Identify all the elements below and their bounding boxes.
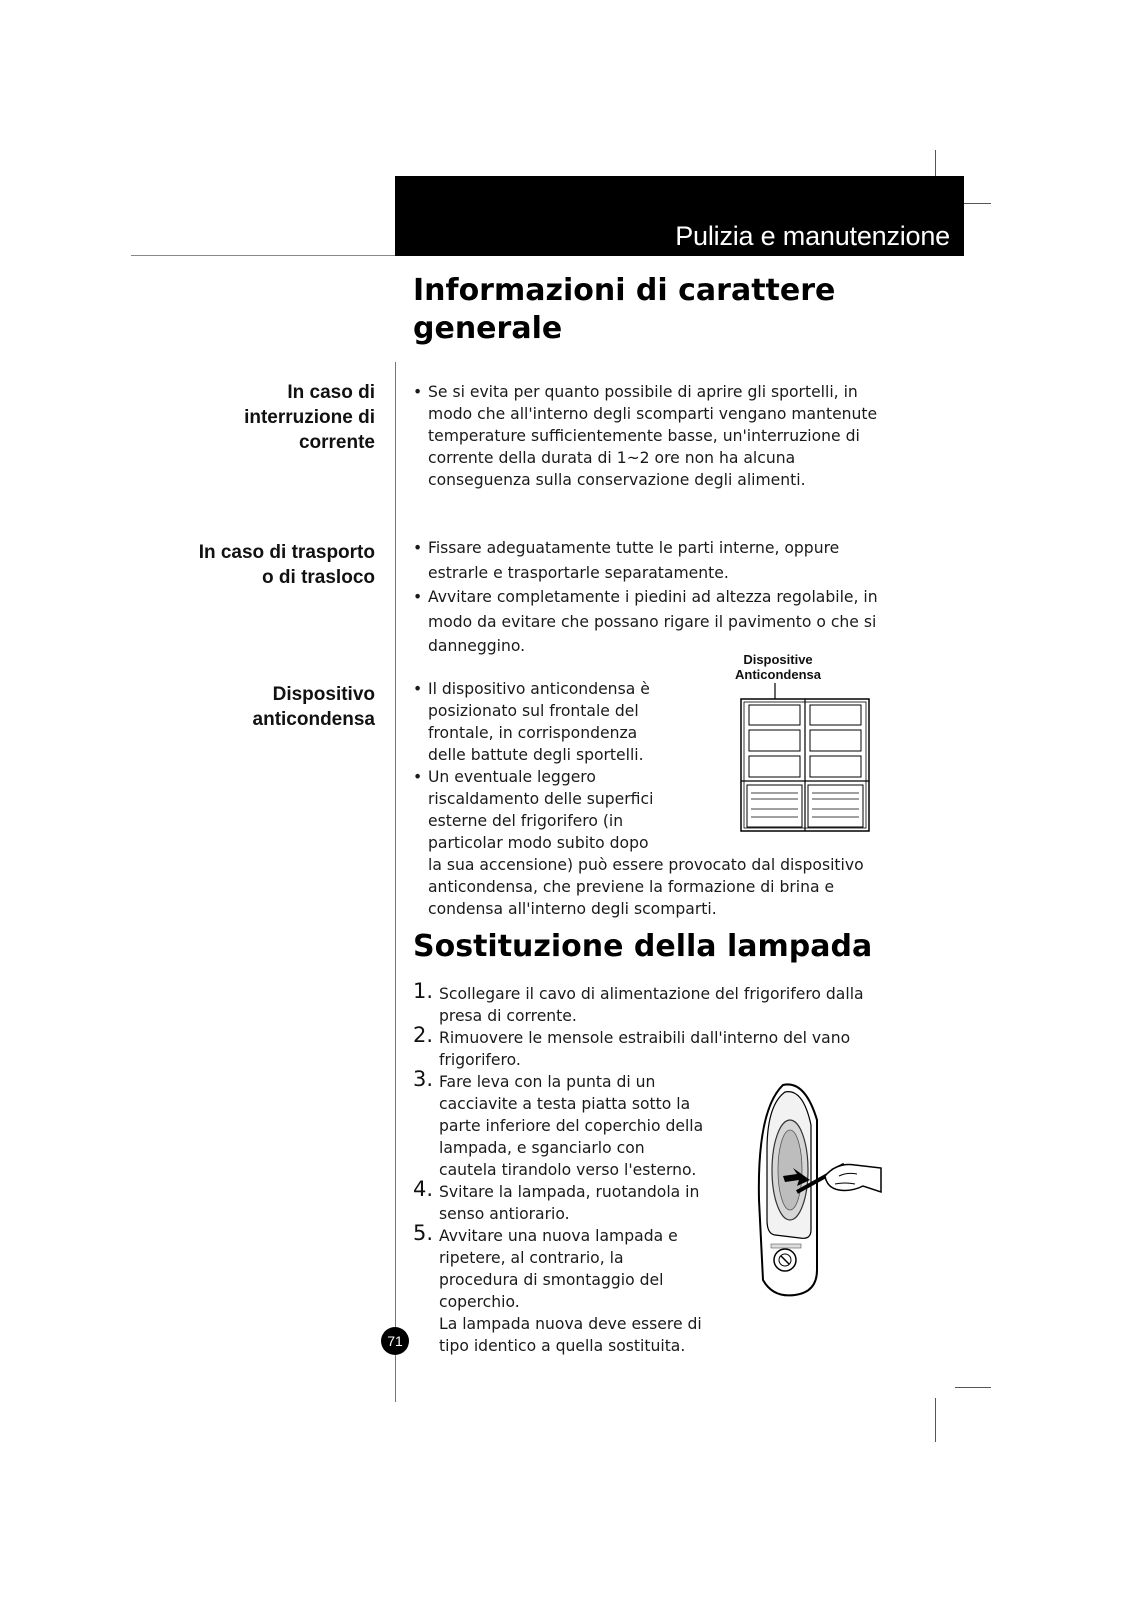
step-text: Fare leva con la punta di un cacciavite a testa piatta sotto la parte inferiore del coperchio della lampada, e sganciarlo con cautela tirandolo verso l'esterno.	[439, 1073, 704, 1179]
moving-item: • Avvitare completamente i piedini ad altezza regolabile, in modo da evitare che possano rigare il pavimento o che si danneggino.	[413, 585, 878, 659]
step-number: 3.	[413, 1067, 434, 1091]
figure-label-anticondensation	[708, 652, 848, 682]
moving-item: • Fissare adeguatamente tutte le parti interne, oppure estrarle e trasportarle separatamente.	[413, 536, 878, 585]
heading-line: corrente	[298, 432, 375, 453]
step-note: La lampada nuova deve essere di tipo identico a quella sostituita.	[439, 1315, 702, 1355]
page-number: 71	[381, 1327, 409, 1355]
crop-mark-bottom-vertical	[935, 1398, 936, 1442]
lamp-cover-illustration	[755, 1080, 885, 1310]
heading-line: interruzione di	[244, 407, 375, 428]
heading-line: In caso di trasporto	[198, 542, 375, 563]
step-text: Scollegare il cavo di alimentazione del frigorifero dalla presa di corrente.	[439, 985, 864, 1025]
section-header-bar	[395, 176, 964, 256]
step-item	[413, 1067, 707, 1181]
sidebar-heading-moving	[145, 540, 375, 590]
step-number: 1.	[413, 979, 434, 1003]
heading-line: Dispositivo	[272, 684, 375, 705]
section-title-lamp-replacement: Sostituzione della lampada	[413, 929, 873, 964]
heading-line: o di trasloco	[262, 567, 375, 588]
figure-label-line: Dispositive	[743, 652, 813, 667]
crop-mark-bottom-horizontal	[955, 1387, 991, 1388]
step-text: Avvitare una nuova lampada e ripetere, al contrario, la procedura di smontaggio del coperchio.	[439, 1227, 678, 1311]
sidebar-heading-power-outage	[145, 380, 375, 455]
column-divider	[395, 362, 396, 1402]
step-number: 2.	[413, 1023, 434, 1047]
title-line: Informazioni di carattere	[413, 273, 836, 308]
power-outage-text: • Se si evita per quanto possibile di aprire gli sportelli, in modo che all'interno degli scomparti vengano mantenute temperature sufficientemente basse, un'interruzione di corrente della durata di 1~2 ore non ha alcuna conseguenza sulla conservazione degli alimenti.	[413, 381, 893, 491]
figure-label-line: Anticondensa	[735, 667, 821, 682]
anticondensation-item-text: Il dispositivo anticondensa è posizionato sul frontale del frontale, in corrispondenza delle battute degli sportelli.	[428, 680, 650, 764]
step-number: 5.	[413, 1221, 434, 1245]
heading-line: anticondensa	[252, 709, 375, 730]
step-item	[413, 1221, 707, 1357]
sidebar-heading-anticondensation	[145, 682, 375, 732]
header-rule-left	[131, 255, 395, 256]
anticondensation-item-text: • Un eventuale leggero riscaldamento delle superfici esterne del frigorifero (in particolar modo subito dopo	[428, 768, 654, 852]
step-number: 4.	[413, 1177, 434, 1201]
step-item	[413, 1177, 707, 1225]
section-title-general-info	[413, 272, 953, 348]
heading-line: In caso di	[287, 382, 375, 403]
fridge-front-diagram	[735, 683, 875, 833]
step-item	[413, 979, 883, 1027]
title-line: generale	[413, 311, 563, 346]
anticondensation-item	[413, 678, 668, 766]
moving-list	[413, 536, 878, 659]
section-header-title: Pulizia e manutenzione	[675, 221, 950, 251]
anticondensation-item-text: la sua accensione) può essere provocato dal dispositivo anticondensa, che previene la formazione di brina e condensa all'interno degli scomparti.	[428, 856, 864, 918]
step-text: Svitare la lampada, ruotandola in senso antiorario.	[439, 1183, 700, 1223]
step-text: Rimuovere le mensole estraibili dall'interno del vano frigorifero.	[439, 1029, 851, 1069]
step-item	[413, 1023, 883, 1071]
